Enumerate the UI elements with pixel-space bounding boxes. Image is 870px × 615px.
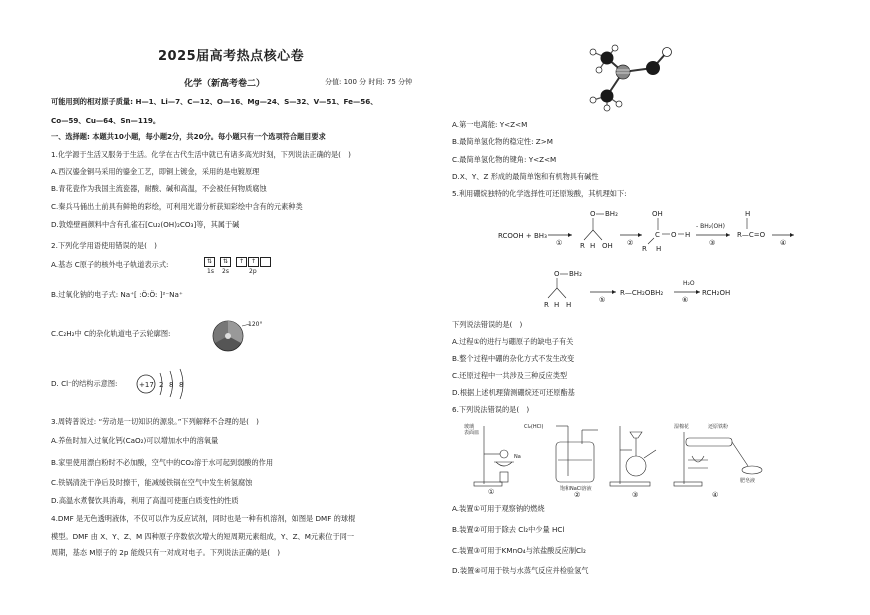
orbital-box: ⇅ (204, 257, 215, 267)
q6-apparatus-figure (452, 420, 812, 498)
scheme-product1: R—CH₂OBH₂ (620, 289, 664, 297)
atomic-masses-line2: Co—59、Cu—64、Sn—119。 (51, 116, 161, 125)
label-gas: Cl₂(HCl) (524, 424, 544, 430)
q5-option-b: B.整个过程中硼的杂化方式不发生改变 (452, 354, 575, 363)
label-cotton: 湿棉花 (674, 424, 690, 430)
q1-option-d: D.敦煌壁画颜料中含有孔雀石[Cu₂(OH)₂CO₃]等，其属于碱 (51, 220, 240, 229)
q1-option-c: C.秦兵马俑出土前具有鲜艳的彩绘，可利用光谱分析获知彩绘中含有的元素种类 (51, 202, 303, 211)
ald-rco: R—C=O (737, 231, 766, 239)
row2-r: R (544, 301, 549, 309)
orbital-label-2p: 2p (249, 268, 257, 275)
orbital-box (260, 257, 271, 267)
section-heading: 一、选择题: 本题共10小题，每小题2分，共20分。每小题只有一个选项符合题目要求 (51, 132, 326, 141)
num-3: ③ (632, 491, 639, 498)
shell-3-count: 8 (179, 381, 184, 389)
row2-bh2: BH₂ (569, 270, 582, 278)
orbital-box: ⇅ (220, 257, 231, 267)
nucleus-charge: +17 (139, 381, 154, 389)
h2o-label: H₂O (683, 280, 695, 287)
step-2: ② (627, 239, 634, 247)
q3-stem: 3.周铸普说过: “劳动是一切知识的源泉。”下列解释不合理的是( ) (51, 417, 259, 426)
orbital-box: ↑ (248, 257, 259, 267)
page-title: 2025届高考热点核心卷 (158, 49, 305, 64)
q2-option-b: B.过氧化钠的电子式: Na⁺[ :Ö:Ö: ]²⁻Na⁺ (51, 290, 183, 299)
int2-h: H (656, 245, 662, 253)
num-1: ① (488, 488, 495, 496)
q1-option-a: A.西汉鎏金铜马采用的鎏金工艺，即铜上镀金，采用的是电镀原理 (51, 167, 260, 176)
orbital-box: ↑ (236, 257, 247, 267)
int2-c: C (655, 231, 660, 239)
num-2: ② (574, 491, 581, 498)
orbital-label-2s: 2s (222, 268, 229, 275)
apparatus-2 (556, 426, 598, 482)
step-4: ④ (780, 239, 787, 247)
row2-o: O (554, 270, 560, 278)
label-nacl: 饱和NaCl溶液 (560, 486, 592, 492)
q4-stem-line2: 模型。DMF 由 X、Y、Z、M 四种原子序数依次增大的短周期元素组成，Y、Z、M元素位于同一 (51, 532, 355, 541)
q4-stem-line1: 4.DMF 是无色透明液体，不仅可以作为反应试剂，同时也是一种有机溶剂，如图是 DMF 的球棍 (51, 514, 356, 523)
int1-bh2: BH₂ (605, 210, 618, 218)
q5-stem: 5.利用硼烷独特的化学选择性可还原羧酸，其机理如下: (452, 189, 627, 198)
step-1: ① (556, 239, 563, 247)
angle-label: 120° (248, 321, 263, 328)
q2-stem: 2.下列化学用语使用错误的是( ) (51, 241, 157, 250)
q6-option-b: B.装置②可用于除去 Cl₂中少量 HCl (452, 525, 565, 534)
hybrid-orbital-diagram (206, 318, 266, 354)
label-soap: 肥皂液 (740, 478, 756, 484)
q1-stem: 1.化学源于生活又服务于生活。化学在古代生活中就已有诸多高光时刻，下列说法正确的是( ) (51, 150, 351, 159)
q3-option-a: A.养鱼时加入过氧化钙(CaO₂)可以增加水中的溶氧量 (51, 436, 219, 445)
int1-h: H (590, 242, 596, 250)
label-na: Na (514, 454, 521, 460)
q4-option-d: D.X、Y、Z 形成的最简单饱和有机物具有碱性 (452, 172, 599, 181)
orbital-diagram (204, 257, 272, 267)
cl-ion-structure-diagram (133, 365, 193, 405)
atomic-masses-line1: 可能用到的相对原子质量: H—1、Li—7、C—12、O—16、Mg—24、S—32、V—51、Fe—56、 (51, 97, 378, 106)
shell-2-count: 8 (169, 381, 174, 389)
int1-r: R (580, 242, 585, 250)
q5-lead: 下列说法错误的是( ) (452, 320, 523, 329)
scheme-product2: RCH₂OH (702, 289, 731, 297)
apparatus-3 (610, 426, 656, 486)
q3-option-c: C.铁锅清洗干净后及时擦干，能减缓铁锅在空气中发生析氢腐蚀 (51, 478, 253, 487)
step-6: ⑥ (682, 296, 689, 304)
int1-o: O (590, 210, 596, 218)
page-subtitle: 化学（新高考卷二） (184, 79, 266, 89)
q1-option-b: B.青花瓷作为我国主流瓷器，耐酸、碱和高温，不会被任何物质腐蚀 (51, 184, 267, 193)
q2-option-a: A.基态 C原子的核外电子轨道表示式: (51, 260, 169, 269)
q5-option-c: C.还原过程中一共涉及三种反应类型 (452, 371, 568, 380)
q6-option-c: C.装置③可用于KMnO₄与浓盐酸反应制Cl₂ (452, 546, 586, 555)
q4-option-a: A.第一电离能: Y<Z<M (452, 120, 528, 129)
shell-1-count: 2 (159, 381, 164, 389)
q3-option-b: B.家里使用漂白粉时不必加酸，空气中的CO₂溶于水可起到弱酸的作用 (51, 458, 274, 467)
label-iron: 还原铁粉 (708, 424, 729, 430)
borane-mechanism-scheme (490, 204, 850, 312)
q4-option-c: C.最简单氢化物的键角: Y<Z<M (452, 155, 557, 164)
ald-h: H (745, 210, 751, 218)
int2-h-bond: H (685, 231, 691, 239)
q6-stem: 6.下列说法错误的是( ) (452, 405, 530, 414)
q6-option-d: D.装置④可用于铁与水蒸气反应并检验氢气 (452, 566, 589, 575)
step-3: ③ (709, 239, 716, 247)
apparatus-1 (474, 426, 514, 486)
q4-option-b: B.最简单氢化物的稳定性: Z>M (452, 137, 553, 146)
int1-oh: OH (602, 242, 613, 250)
q2-option-c: C.C₂H₂中 C的杂化轨道电子云轮廓图: (51, 329, 171, 338)
int2-o: O (671, 231, 677, 239)
q6-option-a: A.装置①可用于观察钠的燃烧 (452, 504, 545, 513)
num-4: ④ (712, 491, 719, 498)
scheme-reactant: RCOOH + BH₃ (498, 232, 547, 240)
int2-r: R (642, 245, 647, 253)
row2-h2: H (566, 301, 572, 309)
int2-obh2: OH (652, 210, 663, 218)
dmf-ball-stick-model (585, 42, 675, 112)
row2-h1: H (554, 301, 560, 309)
q4-stem-line3: 周期，基态 M原子的 2p 能级只有一对成对电子。下列说法正确的是( ) (51, 548, 281, 557)
q3-option-d: D.高温水煮餐饮具消毒，利用了高温可使蛋白质变性的性质 (51, 496, 239, 505)
label-dish: 表面皿 (464, 430, 480, 436)
exam-meta: 分值: 100 分 时间: 75 分钟 (325, 78, 413, 86)
orbital-label-1s: 1s (207, 268, 214, 275)
label-glass: 玻璃 (464, 424, 475, 430)
q2-option-d: D. Cl⁻的结构示意图: (51, 379, 118, 388)
step-5: ⑤ (599, 296, 606, 304)
q5-option-d: D.根据上述机理猜测硼烷还可还原酯基 (452, 388, 575, 397)
q5-option-a: A.过程①的进行与硼原子的缺电子有关 (452, 337, 574, 346)
minus-bh2oh: - BH₂(OH) (696, 223, 726, 230)
